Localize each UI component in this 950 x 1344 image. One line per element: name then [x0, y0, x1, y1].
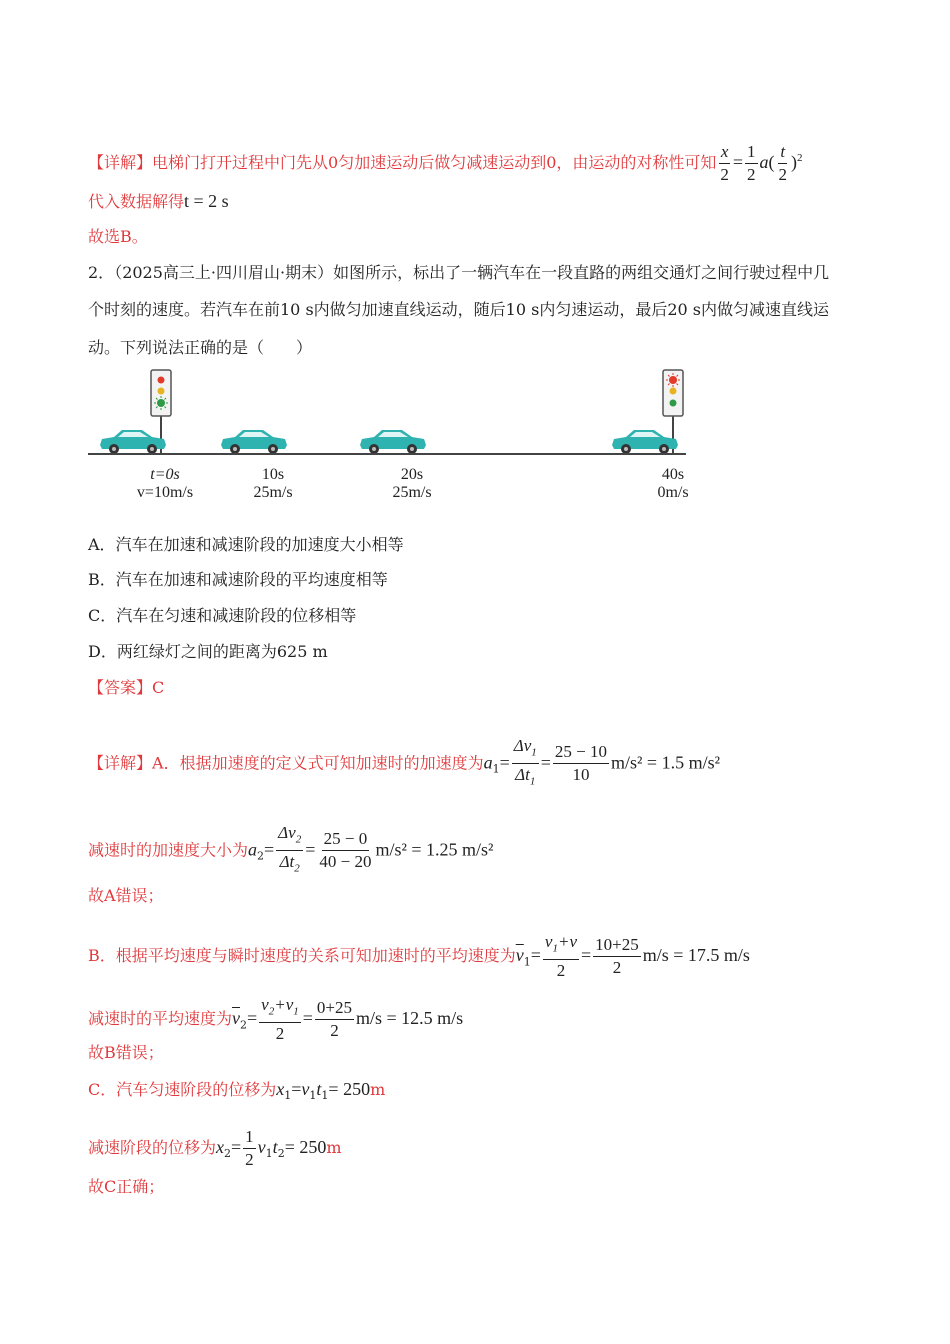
solution-c-dec: 减速阶段的位移为$x_2=$ $\frac{1}{2}$ $v_1t_2= 250m$ — [88, 1127, 342, 1169]
solution-c: C．汽车匀速阶段的位移为$x_1=v_1t_1= 250m$ — [88, 1079, 386, 1103]
car-icon — [221, 430, 287, 454]
detail-tag: 【详解】 — [88, 153, 153, 172]
answer: 【答案】C — [88, 678, 165, 697]
option-b: B．汽车在加速和减速阶段的平均速度相等 — [88, 570, 388, 589]
figure-point-2: 20s 25m/s — [392, 466, 432, 501]
solution-a: 【详解】A．根据加速度的定义式可知加速时的加速度为$a_1=$ $\frac{\Delta v_1}{\Delta t_1}$ = $\frac{25 - 10}{10}$ m/s² = 1.5 m/s² — [88, 736, 720, 788]
question-line-2: 个时刻的速度。若汽车在前10 s内做匀加速直线运动，随后10 s内匀速运动，最后20 s内做匀减速直线运 — [88, 300, 829, 319]
option-d: D．两红绿灯之间的距离为625 m — [88, 642, 328, 661]
solution-c-conclusion: 故C正确； — [88, 1177, 165, 1196]
formula-t-over-2: $\frac{t}{2}$ — [778, 142, 788, 184]
solution-b-conclusion: 故B错误； — [88, 1043, 164, 1062]
figure-point-1: 10s 25m/s — [253, 466, 293, 501]
detail-line-2: 代入数据解得t = 2 s — [88, 191, 229, 211]
solution-b-dec: 减速时的平均速度为$\overline{v}_2=$ $\frac{v_2+v_1}{2}$ = $\frac{0+25}{2}$ m/s = 12.5 m/s — [88, 995, 464, 1044]
detail-line-1: 【详解】电梯门打开过程中门先从0匀加速运动后做匀减速运动到0，由运动的对称性可知 $\frac{x}{2}$ = $\frac{1}{2}$ a( $\frac{t}{2}$ )$^2$ — [88, 142, 803, 184]
option-c: C．汽车在匀速和减速阶段的位移相等 — [88, 606, 357, 625]
figure-point-0: t=0s v=10m/s — [136, 466, 194, 501]
question-source: （2025高三上·四川眉山·期末） — [114, 263, 334, 282]
solution-a-dec: 减速时的加速度大小为$a_2=$ $\frac{\Delta v_2}{\Delta t_2}$ = $\frac{25 - 0}{40 - 20}$ m/s² = 1.25 m/s² — [88, 823, 494, 875]
formula-half: $\frac{1}{2}$ — [747, 142, 756, 184]
question-line-1: 2．（2025高三上·四川眉山·期末）如图所示，标出了一辆汽车在一段直路的两组交通灯之间行驶过程中几 — [88, 263, 830, 282]
result-t: t = 2 s — [184, 191, 229, 211]
figure-point-3: 40s 0m/s — [657, 466, 689, 501]
question-line-3: 动。下列说法正确的是（ ） — [88, 338, 313, 357]
formula-x-over-2: $\frac{x}{2}$ — [720, 142, 729, 184]
detail-text: 电梯门打开过程中门先从0匀加速运动后做匀减速运动到0，由运动的对称性可知 — [152, 153, 717, 172]
solution-a-conclusion: 故A错误； — [88, 886, 164, 905]
question-number: 2． — [88, 263, 115, 282]
solution-b: B．根据平均速度与瞬时速度的关系可知加速时的平均速度为$\overline{v}_1=$ $\frac{v_1+v}{2}$ = $\frac{10+25}{2}$ m/s = 17.5 m/s — [88, 932, 750, 981]
car-icon — [360, 430, 426, 454]
option-a: A．汽车在加速和减速阶段的加速度大小相等 — [88, 535, 404, 554]
detail-choice: 故选B。 — [88, 227, 148, 246]
car-icon — [100, 430, 166, 454]
car-icon — [612, 430, 678, 454]
